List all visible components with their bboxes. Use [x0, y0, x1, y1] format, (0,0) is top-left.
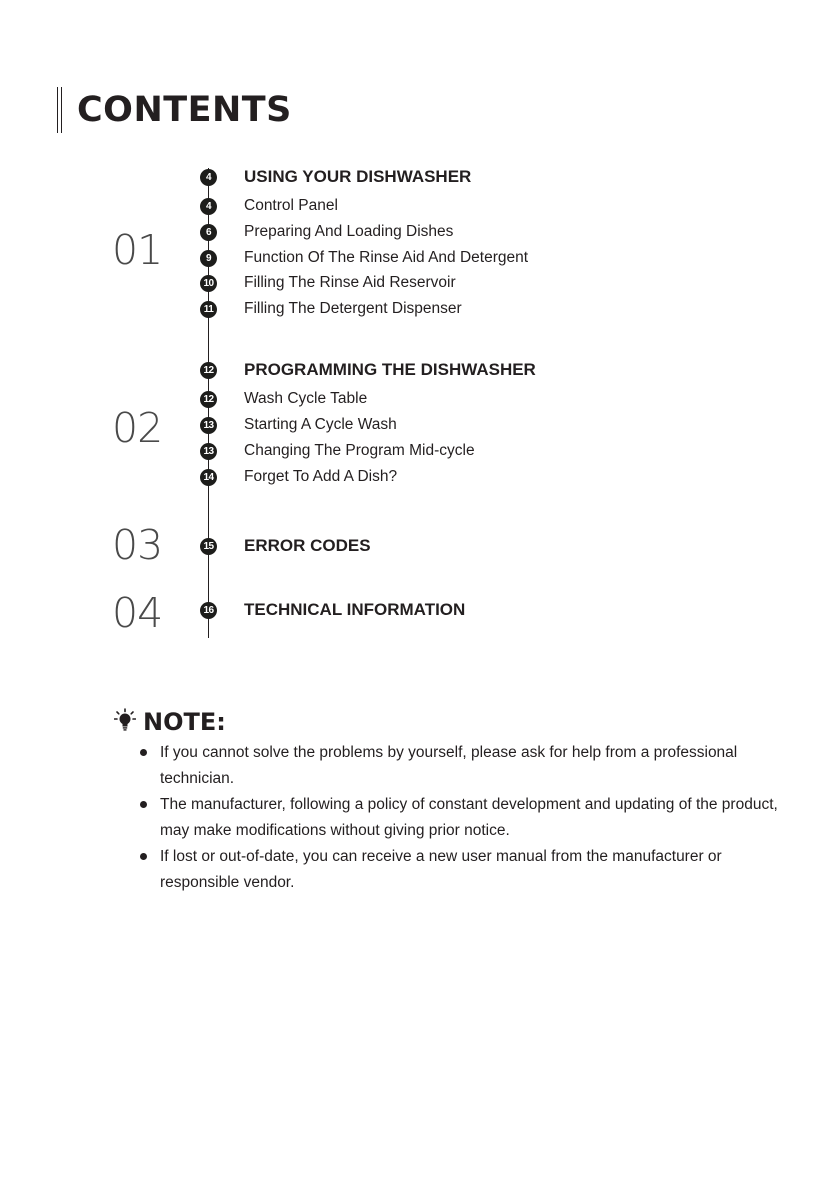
- section-number-04: 04: [112, 589, 163, 637]
- page-badge: 4: [200, 169, 217, 186]
- toc-heading-programming[interactable]: PROGRAMMING THE DISHWASHER: [244, 360, 536, 379]
- page-badge: 15: [200, 538, 217, 555]
- toc-heading-using-your-dishwasher[interactable]: USING YOUR DISHWASHER: [244, 167, 472, 186]
- lightbulb-icon: [114, 708, 136, 732]
- toc-item-detergent-dispenser[interactable]: Filling The Detergent Dispenser: [244, 300, 462, 317]
- note-text: If you cannot solve the problems by yourself, please ask for help from a professional technician.: [160, 744, 738, 787]
- toc-item-forget-dish[interactable]: Forget To Add A Dish?: [244, 468, 398, 485]
- toc-heading-technical-info[interactable]: TECHNICAL INFORMATION: [244, 600, 466, 619]
- list-item: [136, 792, 796, 844]
- toc-heading-error-codes[interactable]: ERROR CODES: [244, 536, 371, 555]
- note-text: The manufacturer, following a policy of constant development and updating of the product, may make modifications without giving prior notice.: [160, 796, 778, 839]
- note-list: [136, 740, 796, 896]
- page-title: CONTENTS: [77, 90, 292, 130]
- page-badge: 11: [200, 301, 217, 318]
- list-item: [136, 844, 796, 896]
- title-accent-bar: [57, 87, 62, 133]
- page-badge: 13: [200, 417, 217, 434]
- section-number-01: 01: [112, 226, 163, 274]
- note-text: If lost or out-of-date, you can receive a new user manual from the manufacturer or responsible vendor.: [160, 848, 722, 891]
- note-title: NOTE:: [143, 708, 226, 736]
- toc-item-starting-cycle[interactable]: Starting A Cycle Wash: [244, 416, 397, 433]
- bullet-icon: [140, 749, 147, 756]
- section-number-03: 03: [112, 521, 163, 569]
- bullet-icon: [140, 853, 147, 860]
- toc-item-rinse-aid-reservoir[interactable]: Filling The Rinse Aid Reservoir: [244, 274, 456, 291]
- page-badge: 12: [200, 362, 217, 379]
- toc-item-control-panel[interactable]: Control Panel: [244, 197, 338, 214]
- page-badge: 16: [200, 602, 217, 619]
- page-badge: 4: [200, 198, 217, 215]
- page-badge: 9: [200, 250, 217, 267]
- bullet-icon: [140, 801, 147, 808]
- toc-item-preparing-loading[interactable]: Preparing And Loading Dishes: [244, 223, 454, 240]
- page-badge: 6: [200, 224, 217, 241]
- page-badge: 10: [200, 275, 217, 292]
- list-item: [136, 740, 796, 792]
- page-badge: 12: [200, 391, 217, 408]
- toc-item-changing-program[interactable]: Changing The Program Mid-cycle: [244, 442, 475, 459]
- toc-item-rinse-aid-function[interactable]: Function Of The Rinse Aid And Detergent: [244, 249, 529, 266]
- page-badge: 14: [200, 469, 217, 486]
- toc-item-wash-cycle-table[interactable]: Wash Cycle Table: [244, 390, 368, 407]
- page-badge: 13: [200, 443, 217, 460]
- section-number-02: 02: [112, 404, 163, 452]
